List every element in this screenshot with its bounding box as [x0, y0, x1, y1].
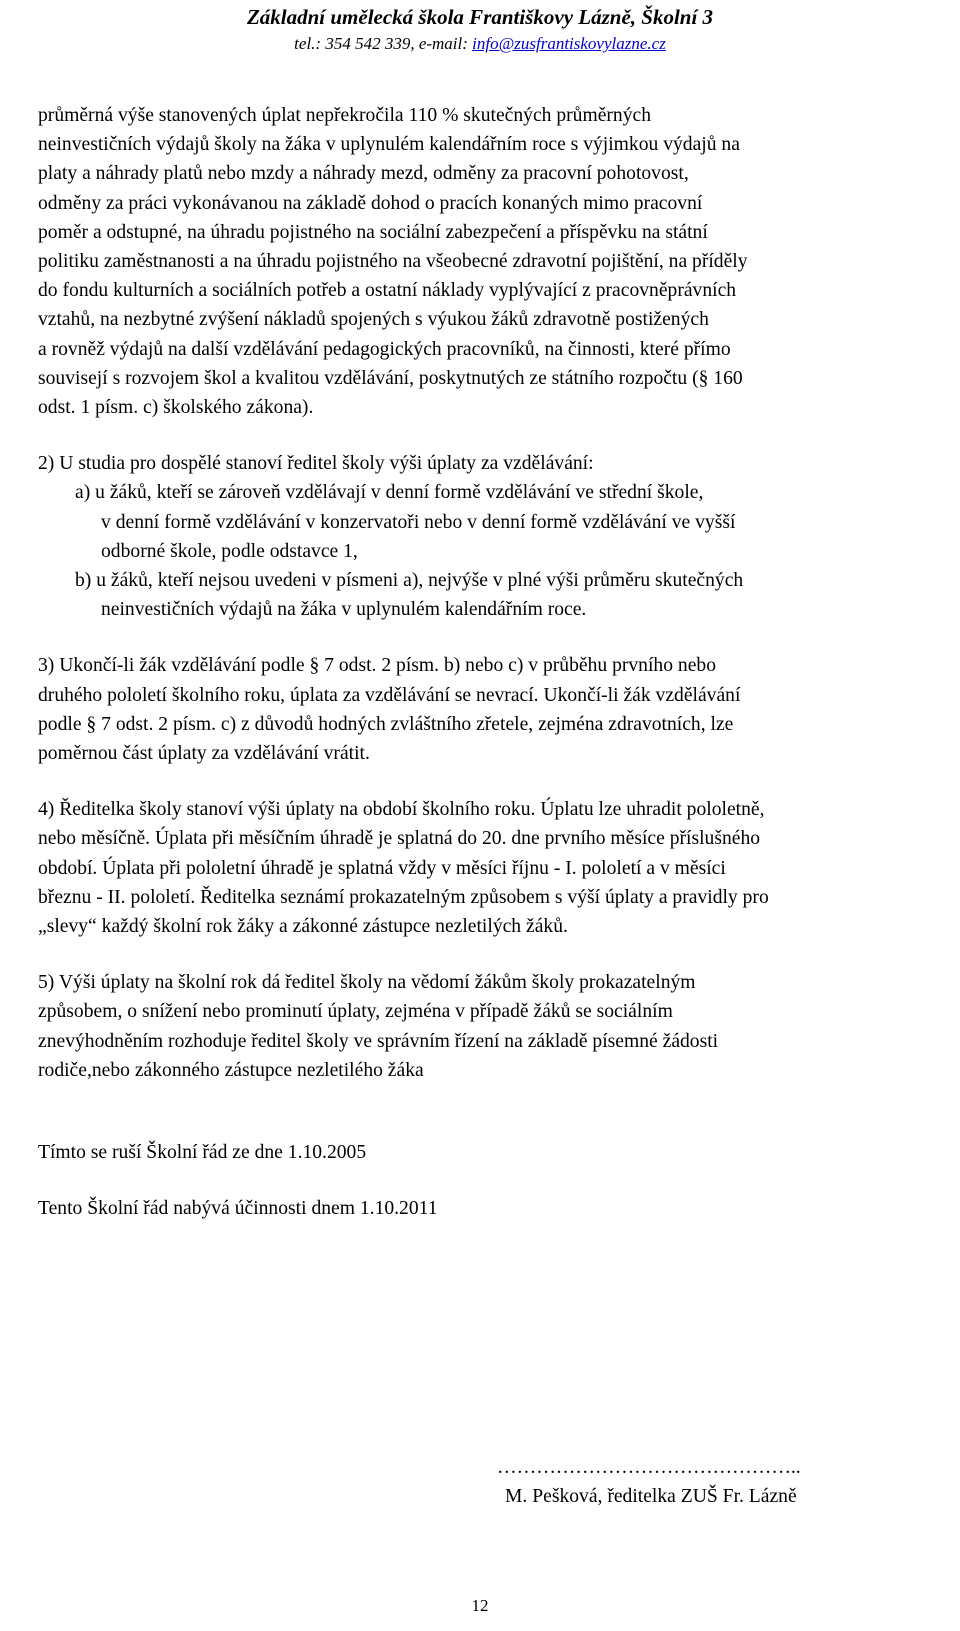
revocation-note: Tímto se ruší Školní řád ze dne 1.10.2005 — [38, 1142, 367, 1164]
text-line: podle § 7 odst. 2 písm. c) z důvodů hodných zvláštního zřetele, zejména zdravotních, lze — [38, 713, 734, 735]
section-2 — [38, 449, 924, 624]
item-b-line: b) u žáků, kteří nejsou uvedeni v písmeni a), nejvýše v plné výši průměru skutečných — [75, 570, 744, 592]
text-line: platy a náhrady platů nebo mzdy a náhrady mezd, odměny za pracovní pohotovost, — [38, 163, 689, 185]
text-line: druhého pololetí školního roku, úplata za vzdělávání se nevrací. Ukončí-li žák vzdělávání — [38, 684, 741, 706]
text-line: a rovněž výdajů na další vzdělávání pedagogických pracovníků, na činnosti, které přímo — [38, 338, 731, 360]
page-header — [0, 2, 960, 56]
text-line: březnu - II. pololetí. Ředitelka seznámí prokazatelným způsobem s výší úplaty a pravidly pro — [38, 886, 769, 908]
text-line: politiku zaměstnanosti a na úhradu pojistného na všeobecné zdravotní pojištění, na příděly — [38, 251, 748, 273]
signature-line: ……………………………………….. — [497, 1457, 801, 1478]
effective-date-note: Tento Školní řád nabývá účinnosti dnem 1.10.2011 — [38, 1198, 438, 1220]
text-line: znevýhodněním rozhoduje ředitel školy ve správním řízení na základě písemné žádosti — [38, 1030, 719, 1052]
document-body — [38, 101, 924, 1224]
signature-block — [497, 1453, 801, 1511]
text-line: odst. 1 písm. c) školského zákona). — [38, 397, 314, 419]
text-line: neinvestičních výdajů školy na žáka v uplynulém kalendářním roce s výjimkou výdajů na — [38, 134, 740, 156]
item-b-line: neinvestičních výdajů na žáka v uplynulém kalendářním roce. — [101, 599, 587, 621]
text-line: 5) Výši úplaty na školní rok dá ředitel školy na vědomí žákům školy prokazatelným — [38, 972, 696, 994]
item-a-line: v denní formě vzdělávání v konzervatoři nebo v denní formě vzdělávání ve vyšší — [101, 511, 736, 533]
text-line: 4) Ředitelka školy stanoví výši úplaty na období školního roku. Úplatu lze uhradit pololetně, — [38, 799, 765, 821]
signatory-name: M. Pešková, ředitelka ZUŠ Fr. Lázně — [505, 1486, 797, 1507]
text-line: rodiče,nebo zákonného zástupce nezletilého žáka — [38, 1059, 424, 1081]
intro-paragraph — [38, 101, 924, 422]
email-link[interactable]: info@zusfrantiskovylazne.cz — [472, 34, 666, 53]
text-line: poměr a odstupné, na úhradu pojistného na sociální zabezpečení a příspěvku na státní — [38, 221, 708, 243]
text-line: období. Úplata při pololetní úhradě je splatná vždy v měsíci říjnu - I. pololetí a v měsíci — [38, 857, 726, 879]
text-line: do fondu kulturních a sociálních potřeb a ostatní náklady vyplývající z pracovněprávních — [38, 280, 737, 302]
text-line: způsobem, o snížení nebo prominutí úplaty, zejména v případě žáků se sociálním — [38, 1001, 673, 1023]
section-3 — [38, 651, 924, 768]
text-line: „slevy“ každý školní rok žáky a zákonné zástupce nezletilých žáků. — [38, 916, 568, 938]
school-name: Základní umělecká škola Františkovy Lázně, Školní 3 — [246, 5, 714, 29]
section-5 — [38, 968, 924, 1085]
page-number: 12 — [471, 1596, 489, 1615]
text-line: souvisejí s rozvojem škol a kvalitou vzdělávání, poskytnutých ze státního rozpočtu (§ 160 — [38, 367, 743, 389]
text-line: odměny za práci vykonávanou na základě dohod o pracích konaných mimo pracovní — [38, 192, 703, 214]
section-2-lead: 2) U studia pro dospělé stanoví ředitel školy výši úplaty za vzdělávání: — [38, 453, 594, 475]
text-line: poměrnou část úplaty za vzdělávání vrátit. — [38, 743, 370, 765]
text-line: nebo měsíčně. Úplata při měsíčním úhradě je splatná do 20. dne prvního měsíce příslušného — [38, 828, 761, 850]
item-a-line: a) u žáků, kteří se zároveň vzdělávají v denní formě vzdělávání ve střední škole, — [75, 482, 704, 504]
school-contact — [0, 32, 960, 56]
item-a-line: odborné škole, podle odstavce 1, — [101, 540, 358, 562]
text-line: průměrná výše stanovených úplat nepřekročila 110 % skutečných průměrných — [38, 105, 652, 126]
section-4 — [38, 795, 924, 941]
contact-phone: tel.: 354 542 339, e-mail: — [294, 34, 473, 53]
text-line: vztahů, na nezbytné zvýšení nákladů spojených s výukou žáků zdravotně postižených — [38, 309, 709, 331]
text-line: 3) Ukončí-li žák vzdělávání podle § 7 odst. 2 písm. b) nebo c) v průběhu prvního nebo — [38, 655, 717, 677]
